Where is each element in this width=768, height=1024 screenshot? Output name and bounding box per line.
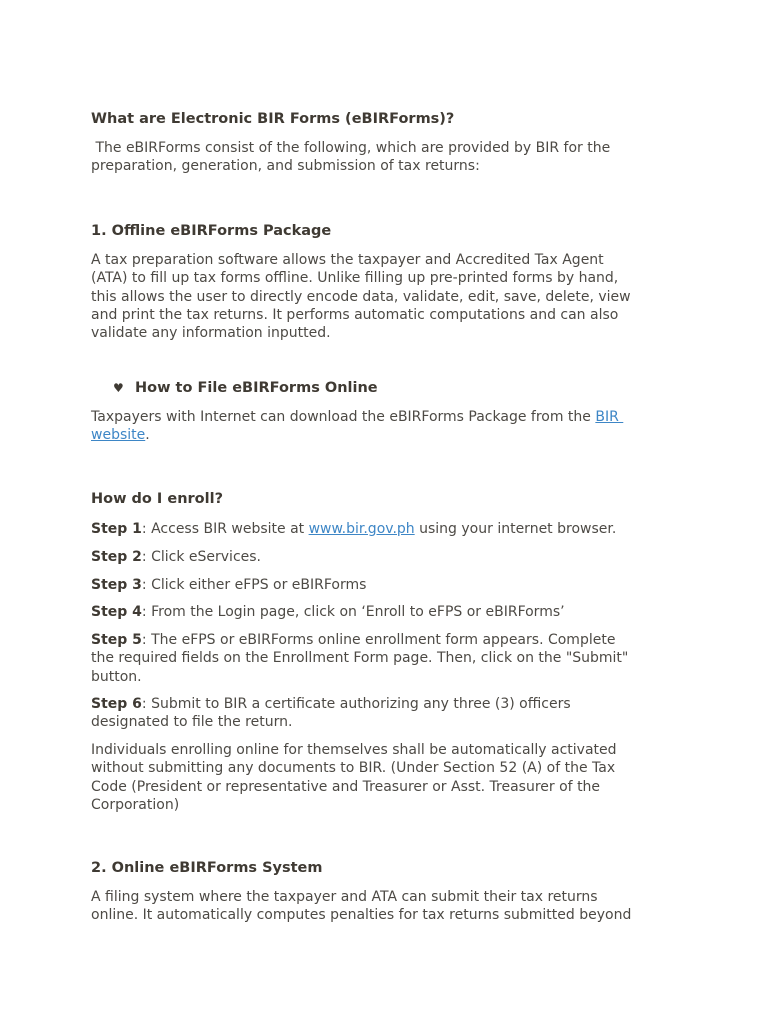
step-label: Step 2: [91, 549, 142, 565]
text-line: validate any information inputted.: [91, 325, 331, 342]
section2-paragraph: [91, 888, 631, 925]
step-5: [91, 631, 628, 686]
step-label: Step 3: [91, 577, 142, 593]
text-line: this allows the user to directly encode data, validate, edit, save, delete, view: [91, 288, 631, 305]
step-text: : Access BIR website at: [141, 521, 309, 537]
section2-heading: 2. Online eBIRForms System: [91, 860, 323, 876]
step-text: : Click either eFPS or eBIRForms: [141, 577, 367, 593]
text-line: Code (President or representative and Treasurer or Asst. Treasurer of the: [91, 778, 601, 795]
section1-paragraph: [91, 251, 631, 342]
bir-website-link[interactable]: BIR: [595, 409, 624, 425]
step-text: : From the Login page, click on ‘Enroll to eFPS or eBIRForms’: [141, 604, 565, 620]
step-label: Step 6: [91, 696, 142, 712]
text-line: and print the tax returns. It performs automatic computations and can also: [91, 306, 619, 323]
step-6: [91, 695, 571, 732]
step-3: [91, 576, 366, 594]
download-paragraph: [91, 408, 623, 445]
step-text: designated to file the return.: [91, 714, 293, 731]
text-line: without submitting any documents to BIR. (Under Section 52 (A) of the Tax: [91, 760, 616, 777]
step-text: using your internet browser.: [414, 521, 617, 537]
step-label: Step 5: [91, 632, 142, 648]
enroll-heading: How do I enroll?: [91, 491, 223, 507]
step-1: [91, 520, 616, 538]
text-line: preparation, generation, and submission of tax returns:: [91, 158, 480, 175]
download-text: Taxpayers with Internet can download the eBIRForms Package from the: [91, 409, 596, 425]
step-text: : The eFPS or eBIRForms online enrollment form appears. Complete: [141, 632, 616, 648]
text-line: A tax preparation software allows the taxpayer and Accredited Tax Agent: [91, 252, 604, 268]
bir-website-link-cont[interactable]: website: [91, 427, 146, 444]
text-line: Corporation): [91, 796, 180, 813]
heart-bullet-icon: ♥: [113, 381, 124, 395]
bir-gov-link[interactable]: www.bir.gov.ph: [308, 521, 415, 537]
step-text: : Submit to BIR a certificate authorizing any three (3) officers: [141, 696, 571, 712]
text-line: online. It automatically computes penalties for tax returns submitted beyond: [91, 907, 632, 924]
text-line: The eBIRForms consist of the following, which are provided by BIR for the: [91, 140, 611, 156]
step-label: Step 1: [91, 521, 142, 537]
step-2: [91, 548, 261, 566]
text-line: (ATA) to fill up tax forms offline. Unlike filling up pre-printed forms by hand,: [91, 270, 619, 287]
enroll-note: [91, 741, 617, 814]
text-line: Individuals enrolling online for themselves shall be automatically activated: [91, 742, 617, 758]
bullet-heading: How to File eBIRForms Online: [135, 380, 378, 396]
step-4: [91, 603, 565, 621]
step-text: the required fields on the Enrollment Form page. Then, click on the "Submit": [91, 650, 629, 667]
page-title: What are Electronic BIR Forms (eBIRForms)?: [91, 111, 455, 127]
step-text: button.: [91, 668, 142, 685]
text-line: A filing system where the taxpayer and ATA can submit their tax returns: [91, 889, 598, 905]
intro-paragraph: [91, 139, 610, 176]
step-text: : Click eServices.: [141, 549, 261, 565]
step-label: Step 4: [91, 604, 142, 620]
period: .: [145, 427, 150, 444]
section1-heading: 1. Offline eBIRForms Package: [91, 223, 332, 239]
